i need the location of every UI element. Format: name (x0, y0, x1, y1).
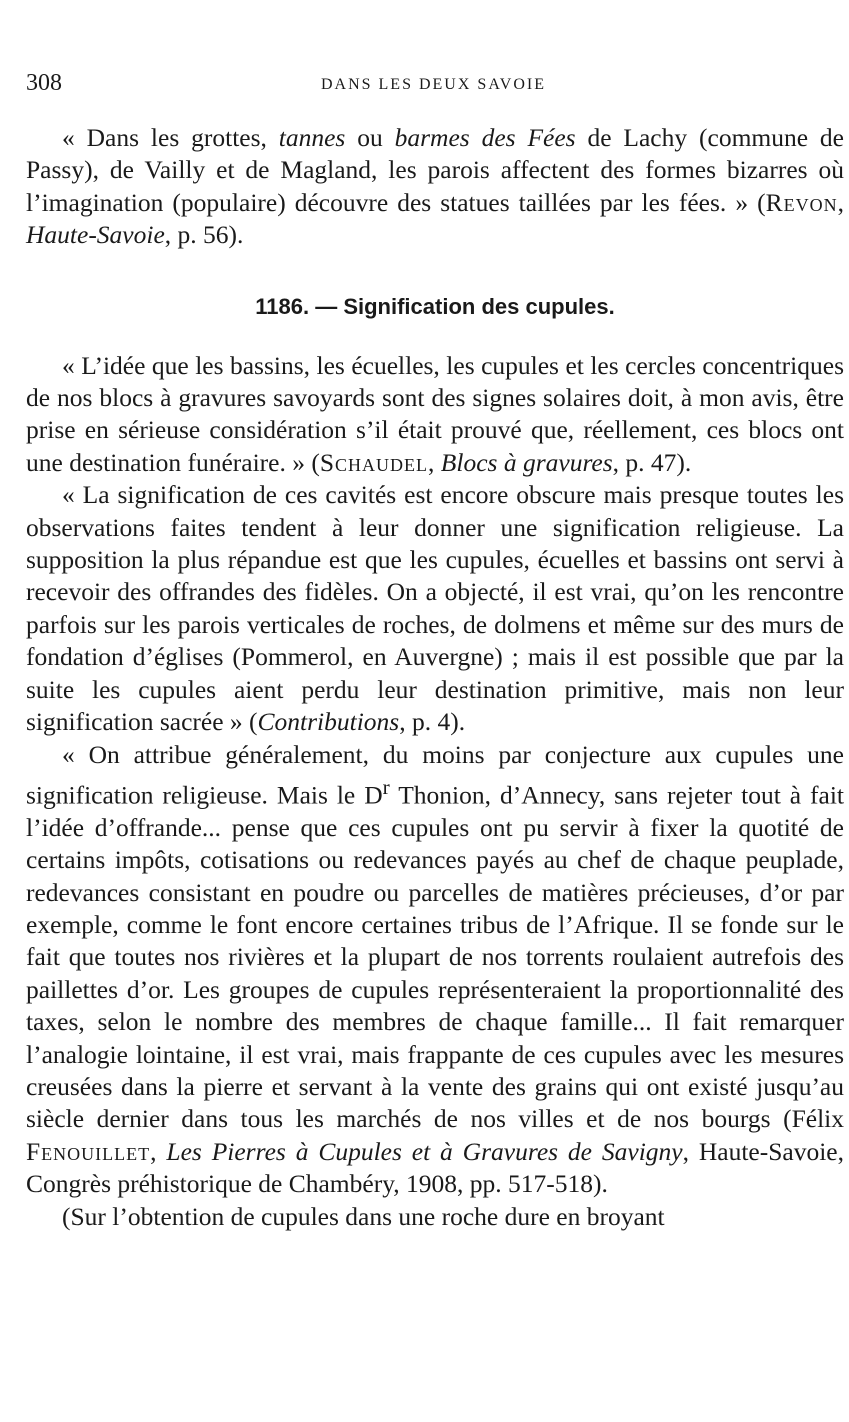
author-name: Schaudel (319, 447, 429, 477)
running-title: DANS LES DEUX SAVOIE (320, 76, 547, 93)
paragraph-fenouillet (26, 739, 844, 1201)
paragraph-fees-grottes (26, 122, 844, 252)
text-run: , (837, 187, 844, 217)
superscript: r (382, 774, 390, 799)
text-run: , p. 56). (164, 220, 244, 250)
text-run: , p. 47). (612, 447, 692, 477)
text-run: « On attribue généralement, du moins par conjecture aux cupules une signification religieuse. Mais le D (26, 739, 844, 810)
author-name: Fenouillet (26, 1136, 151, 1166)
author-name: Revon (765, 187, 838, 217)
text-run: ou (345, 123, 395, 152)
page-number: 308 (26, 70, 62, 96)
citation-title: Contributions (257, 707, 400, 737)
citation-title: Blocs à gravures (440, 447, 613, 477)
text-run: « La signification de ces cavités est encore obscure mais presque toutes les observations faites tendent à leur donner une signification religieuse. La supposition la plus répandue est que les cupules, écuelles et bassins ont servi à recevoir des offrandes des fidèles. On a objecté, il est vrai, qu’on les rencontre parfois sur les parois verticales de roches, de dolmens et même sur des murs de fondation d’églises (Pommerol, en Auvergne) ; mais il est possible que par la suite les cupules aient perdu leur destination primitive, mais non leur signification sacrée » ( (26, 480, 844, 737)
text-run: Thonion, d’Annecy, sans rejeter tout à fait l’idée d’offrande... pense que ces cupules ont pu servir à fixer la quotité de certains impôts, cotisations ou redevances payés au chef de chaque peuplade, redevances consistant en poudre ou parcelles de matières précieuses, d’or par exemple, comme le font encore certaines tribus de l’Afrique. Il se fonde sur le fait que toutes nos rivières et la plupart de nos torrents roulaient autrefois des paillettes d’or. Les groupes de cupules représenteraient la proportionnalité des taxes, selon le nombre des membres de chaque famille... Il fait remarquer l’analogie lointaine, il est vrai, mais frappante de ces cupules avec les mesures creusées dans la pierre et servant à la vente des grains qui ont existé jusqu’au siècle dernier dans tous les marchés de nos villes et de nos bourgs (Félix (26, 780, 845, 1134)
citation-title: Haute-Savoie (26, 220, 165, 250)
section-heading: 1186. — Signification des cupules. (255, 293, 615, 319)
body-text (26, 122, 844, 1233)
italic-run: tannes (278, 123, 346, 152)
text-run: « Dans les grottes, (62, 123, 279, 152)
text-run: de Lachy (commune de Passy), de Vailly et de Magland, les parois affectent des formes bizarres où l’imagination (populaire) découvre des statues taillées par les fées. » ( (26, 123, 845, 217)
paragraph-contributions (26, 479, 844, 738)
page-header (26, 70, 841, 104)
text-run: , p. 4). (399, 707, 466, 737)
text-run: , Haute-Savoie, Congrès préhistorique de Chambéry, 1908, pp. 517-518). (26, 1136, 844, 1199)
text-run: , (150, 1136, 167, 1166)
citation-title: Les Pierres à Cupules et à Gravures de Savigny (166, 1136, 683, 1166)
paragraph-truncated (26, 1201, 844, 1233)
text-run: , (428, 447, 441, 477)
text-run: « L’idée que les bassins, les écuelles, les cupules et les cercles concentriques de nos blocs à gravures savoyards sont des signes solaires doit, à mon avis, être prise en sérieuse considération s’il était prouvé que, réellement, ces blocs ont une destination funéraire. » ( (26, 350, 844, 477)
italic-run: barmes des Fées (394, 123, 576, 152)
text-run: (Sur l’obtention de cupules dans une roche dure en broyant (62, 1201, 665, 1231)
paragraph-schaudel (26, 350, 844, 480)
